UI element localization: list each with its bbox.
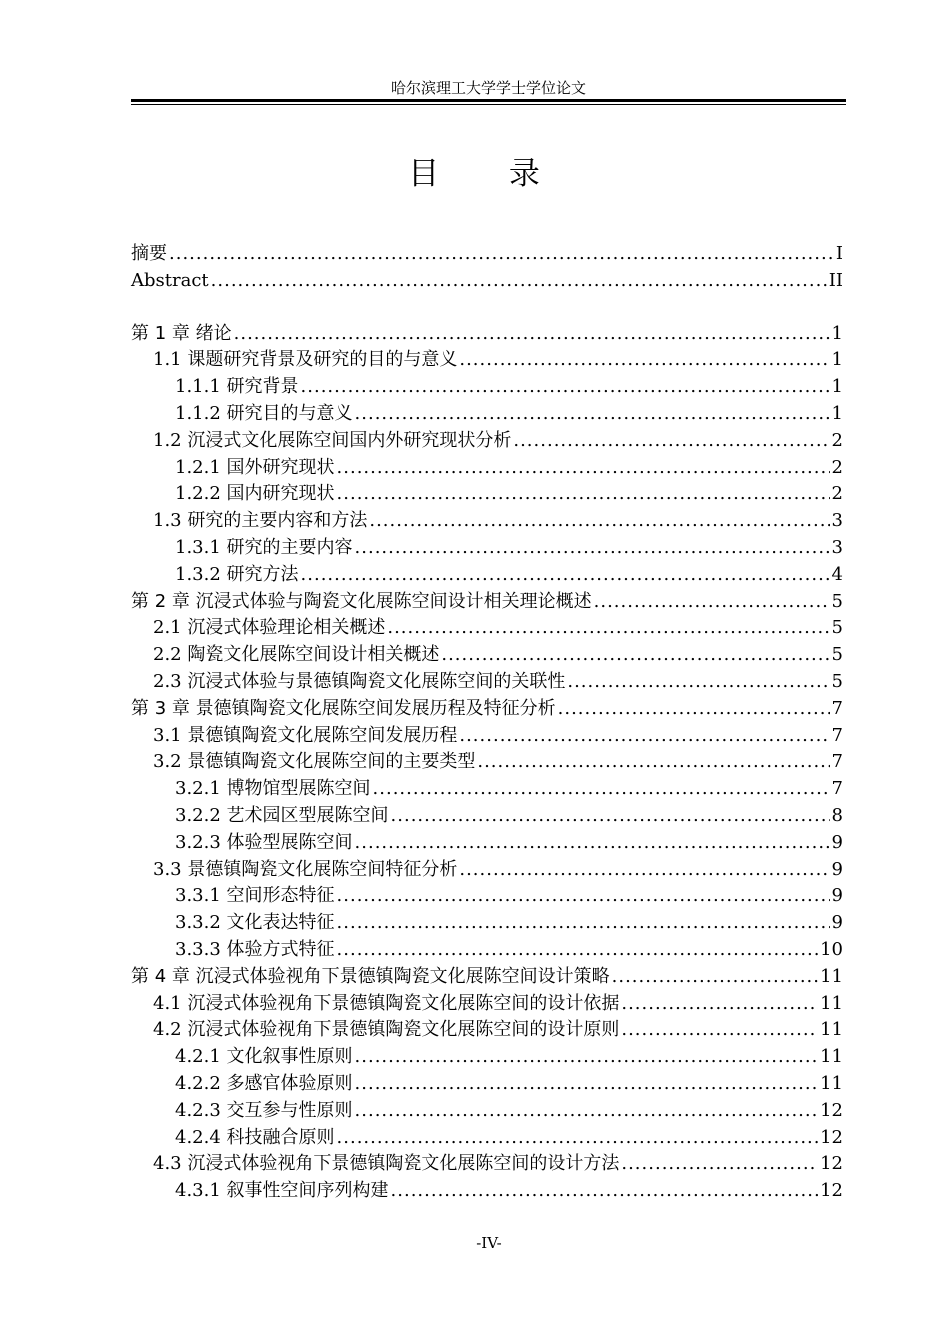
toc-entry-label: 第 2 章 沉浸式体验与陶瓷文化展陈空间设计相关理论概述 xyxy=(131,590,592,612)
toc-entry-page: 5 xyxy=(831,670,843,692)
toc-entry[interactable] xyxy=(131,268,843,295)
toc-entry-page: 11 xyxy=(820,992,843,1014)
toc-entry[interactable] xyxy=(131,642,843,669)
toc-entry-label: 4.3.1 叙事性空间序列构建 xyxy=(175,1180,389,1202)
toc-dot-leader xyxy=(355,1071,819,1098)
toc-entry-page: 9 xyxy=(831,885,843,907)
toc-dot-leader xyxy=(459,347,829,374)
toc-entry-label: 1.2.1 国外研究现状 xyxy=(175,456,335,478)
toc-entry-page: 2 xyxy=(831,456,843,478)
toc-entry-page: II xyxy=(828,269,843,291)
toc-dot-leader xyxy=(567,669,829,696)
toc-entry[interactable] xyxy=(131,910,843,937)
toc-entry-page: 5 xyxy=(831,644,843,666)
toc-entry-label: 1.1.2 研究目的与意义 xyxy=(175,402,353,424)
toc-entry-page: 3 xyxy=(831,510,843,532)
toc-dot-leader xyxy=(337,1125,819,1152)
header-rule-thin xyxy=(131,104,846,105)
toc-entry-page: 12 xyxy=(820,1153,843,1175)
toc-entry[interactable] xyxy=(131,1125,843,1152)
toc-entry[interactable] xyxy=(131,615,843,642)
toc-dot-leader xyxy=(211,268,827,295)
toc-dot-leader xyxy=(337,883,830,910)
toc-dot-leader xyxy=(355,830,830,857)
toc-title: 目 录 xyxy=(408,156,570,192)
toc-entry-label: 4.2.4 科技融合原则 xyxy=(175,1126,335,1148)
toc-dot-leader xyxy=(387,615,829,642)
toc-entry-label: 1.3 研究的主要内容和方法 xyxy=(153,510,368,532)
toc-entry[interactable] xyxy=(131,1151,843,1178)
toc-dot-leader xyxy=(301,374,830,401)
toc-entry-label: Abstract xyxy=(131,269,209,291)
toc-dot-leader xyxy=(373,776,830,803)
toc-entry[interactable] xyxy=(131,964,843,991)
toc-entry-page: 1 xyxy=(831,376,843,398)
toc-entry-page: 1 xyxy=(831,349,843,371)
toc-entry-label: 1.1.1 研究背景 xyxy=(175,376,299,398)
toc-dot-leader xyxy=(621,1151,818,1178)
toc-entry[interactable] xyxy=(131,857,843,884)
toc-entry[interactable] xyxy=(131,883,843,910)
toc-entry-page: 11 xyxy=(820,1019,843,1041)
toc-entry-page: 7 xyxy=(831,724,843,746)
toc-entry-label: 3.2.3 体验型展陈空间 xyxy=(175,831,353,853)
toc-dot-leader xyxy=(369,508,829,535)
toc-entry-label: 4.2 沉浸式体验视角下景德镇陶瓷文化展陈空间的设计原则 xyxy=(153,1019,620,1041)
toc-entry[interactable] xyxy=(131,749,843,776)
toc-entry-label: 摘要 xyxy=(131,243,167,264)
toc-entry-page: 1 xyxy=(831,402,843,424)
toc-entry-label: 3.3.1 空间形态特征 xyxy=(175,885,335,907)
toc-dot-leader xyxy=(441,642,829,669)
toc-dot-leader xyxy=(391,1178,819,1205)
toc-entry-page: 5 xyxy=(831,590,843,612)
toc-entry-page: 12 xyxy=(820,1099,843,1121)
toc-entry[interactable] xyxy=(131,803,843,830)
toc-dot-leader xyxy=(477,749,829,776)
toc-entry[interactable] xyxy=(131,669,843,696)
toc-entry[interactable] xyxy=(131,481,843,508)
toc-dot-leader xyxy=(234,321,830,348)
toc-entry-page: 7 xyxy=(831,697,843,719)
toc-entry[interactable] xyxy=(131,374,843,401)
toc-entry-page: 4 xyxy=(831,563,843,585)
toc-dot-leader xyxy=(355,401,830,428)
toc-entry[interactable] xyxy=(131,991,843,1018)
toc-entry-page: 9 xyxy=(831,858,843,880)
toc-entry-label: 第 4 章 沉浸式体验视角下景德镇陶瓷文化展陈空间设计策略 xyxy=(131,965,610,987)
toc-dot-leader xyxy=(337,481,830,508)
toc-entry-label: 4.2.3 交互参与性原则 xyxy=(175,1099,353,1121)
toc-entry[interactable] xyxy=(131,1071,843,1098)
toc-entry[interactable] xyxy=(131,696,843,723)
toc-entry-label: 2.1 沉浸式体验理论相关概述 xyxy=(153,617,386,639)
toc-entry[interactable] xyxy=(131,1098,843,1125)
toc-entry-label: 1.2 沉浸式文化展陈空间国内外研究现状分析 xyxy=(153,429,512,451)
toc-entry[interactable] xyxy=(131,1044,843,1071)
toc-entry[interactable] xyxy=(131,428,843,455)
toc-entry-label: 2.3 沉浸式体验与景德镇陶瓷文化展陈空间的关联性 xyxy=(153,670,566,692)
toc-entry[interactable] xyxy=(131,455,843,482)
toc-entry-label: 3.2 景德镇陶瓷文化展陈空间的主要类型 xyxy=(153,751,476,773)
toc-entry-label: 3.2.1 博物馆型展陈空间 xyxy=(175,778,371,800)
toc-dot-leader xyxy=(301,562,830,589)
toc-entry-label: 2.2 陶瓷文化展陈空间设计相关概述 xyxy=(153,644,440,666)
toc-entry-label: 第 3 章 景德镇陶瓷文化展陈空间发展历程及特征分析 xyxy=(131,697,556,719)
toc-dot-leader xyxy=(169,241,834,268)
toc-dot-leader xyxy=(337,455,830,482)
toc-entry[interactable] xyxy=(131,1017,843,1044)
toc-entry[interactable] xyxy=(131,508,843,535)
toc-entry-page: 2 xyxy=(831,483,843,505)
toc-entry-label: 1.3.1 研究的主要内容 xyxy=(175,536,353,558)
toc-dot-leader xyxy=(337,937,819,964)
toc-entry[interactable] xyxy=(131,241,843,268)
toc-entry-label: 3.3 景德镇陶瓷文化展陈空间特征分析 xyxy=(153,858,458,880)
toc-dot-leader xyxy=(391,803,830,830)
toc-entry[interactable] xyxy=(131,347,843,374)
toc-entry-label: 4.2.1 文化叙事性原则 xyxy=(175,1046,353,1068)
toc-entry-label: 1.2.2 国内研究现状 xyxy=(175,483,335,505)
toc-dot-leader xyxy=(513,428,829,455)
toc-entry-page: 11 xyxy=(820,1072,843,1094)
toc-entry-label: 4.1 沉浸式体验视角下景德镇陶瓷文化展陈空间的设计依据 xyxy=(153,992,620,1014)
running-header: 哈尔滨理工大学学士学位论文 xyxy=(390,79,586,97)
toc-dot-leader xyxy=(459,723,829,750)
toc-entry-label: 第 1 章 绪论 xyxy=(131,322,232,344)
toc-entry-page: 1 xyxy=(831,322,843,344)
toc-entry[interactable] xyxy=(131,535,843,562)
toc-dot-leader xyxy=(621,1017,818,1044)
toc-entry-page: 8 xyxy=(831,804,843,826)
toc-dot-leader xyxy=(594,589,830,616)
toc-entry[interactable] xyxy=(131,723,843,750)
toc-entry-label: 3.1 景德镇陶瓷文化展陈空间发展历程 xyxy=(153,724,458,746)
toc-entry-page: I xyxy=(835,243,843,264)
toc-dot-leader xyxy=(355,1044,819,1071)
toc-entry-page: 2 xyxy=(831,429,843,451)
toc-entry-label: 4.2.2 多感官体验原则 xyxy=(175,1072,353,1094)
toc-entry-page: 3 xyxy=(831,536,843,558)
toc-entry-label: 3.3.2 文化表达特征 xyxy=(175,912,335,934)
toc-entry-page: 7 xyxy=(831,778,843,800)
toc-dot-leader xyxy=(337,910,830,937)
toc-entry[interactable] xyxy=(131,1178,843,1205)
toc-entry-page: 11 xyxy=(820,965,843,987)
table-of-contents xyxy=(131,241,843,1205)
toc-entry[interactable] xyxy=(131,401,843,428)
toc-dot-leader xyxy=(355,1098,819,1125)
toc-dot-leader xyxy=(558,696,830,723)
toc-entry-label: 4.3 沉浸式体验视角下景德镇陶瓷文化展陈空间的设计方法 xyxy=(153,1153,620,1175)
toc-dot-leader xyxy=(621,991,818,1018)
toc-entry[interactable] xyxy=(131,589,843,616)
toc-entry-label: 3.2.2 艺术园区型展陈空间 xyxy=(175,804,389,826)
page-number: -IV- xyxy=(476,1234,502,1252)
toc-entry-page: 9 xyxy=(831,831,843,853)
toc-dot-leader xyxy=(355,535,830,562)
toc-entry[interactable] xyxy=(131,562,843,589)
toc-entry-page: 11 xyxy=(820,1046,843,1068)
toc-entry[interactable] xyxy=(131,937,843,964)
toc-entry-page: 7 xyxy=(831,751,843,773)
header-rule-thick xyxy=(131,99,846,102)
toc-entry-page: 12 xyxy=(820,1180,843,1202)
toc-entry-page: 9 xyxy=(831,912,843,934)
toc-entry[interactable] xyxy=(131,830,843,857)
toc-entry-page: 10 xyxy=(820,938,843,960)
toc-entry-page: 12 xyxy=(820,1126,843,1148)
toc-entry[interactable] xyxy=(131,776,843,803)
toc-dot-leader xyxy=(612,964,818,991)
toc-entry-label: 1.1 课题研究背景及研究的目的与意义 xyxy=(153,349,458,371)
toc-entry[interactable] xyxy=(131,321,843,348)
toc-entry-page: 5 xyxy=(831,617,843,639)
toc-dot-leader xyxy=(459,857,829,884)
toc-entry-label: 3.3.3 体验方式特征 xyxy=(175,938,335,960)
toc-entry-label: 1.3.2 研究方法 xyxy=(175,563,299,585)
